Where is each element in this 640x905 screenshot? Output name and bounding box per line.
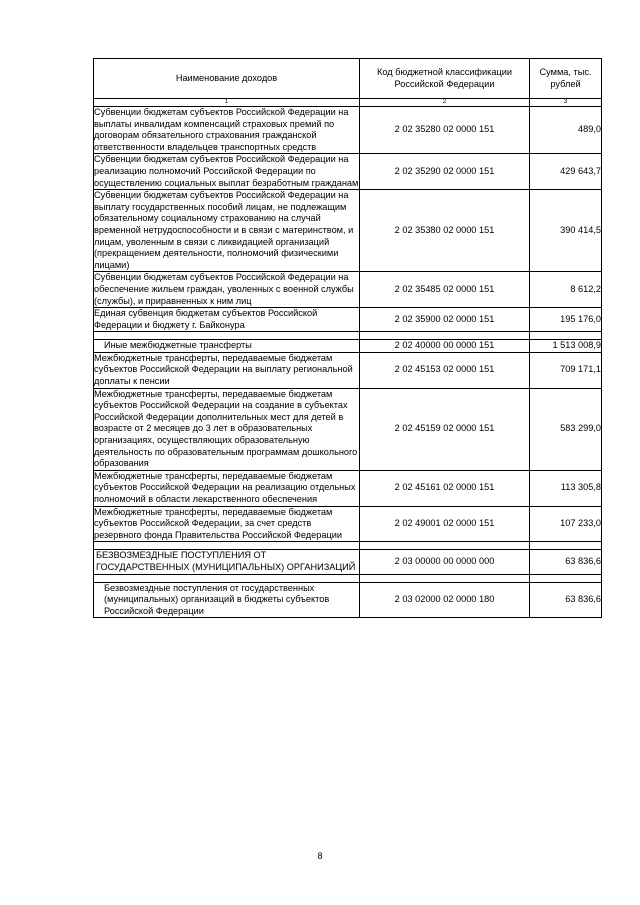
table-spacer-row <box>94 574 602 582</box>
spacer-cell <box>360 574 530 582</box>
table-row <box>94 107 602 154</box>
row-sum-cell: 63 836,6 <box>530 550 602 574</box>
spacer-cell <box>360 332 530 340</box>
row-code-cell: 2 02 35290 02 0000 151 <box>360 154 530 190</box>
row-sum-cell: 195 176,0 <box>530 308 602 332</box>
row-sum-cell: 113 305,8 <box>530 470 602 506</box>
page-number: 8 <box>317 851 323 861</box>
table-row <box>94 352 602 388</box>
table-row <box>94 308 602 332</box>
row-sum-cell: 107 233,0 <box>530 506 602 542</box>
table-spacer-row <box>94 542 602 550</box>
spacer-cell <box>94 574 360 582</box>
table-row <box>94 154 602 190</box>
table-row <box>94 506 602 542</box>
row-code-cell: 2 02 35380 02 0000 151 <box>360 190 530 272</box>
header-sum: Сумма, тыс. рублей <box>530 59 602 99</box>
column-number: 1 <box>94 99 360 107</box>
row-code-cell: 2 02 35485 02 0000 151 <box>360 272 530 308</box>
table-header-row <box>94 59 602 99</box>
column-number-row <box>94 99 602 107</box>
spacer-cell <box>94 542 360 550</box>
row-code-cell: 2 03 02000 02 0000 180 <box>360 582 530 618</box>
row-sum-cell: 429 643,7 <box>530 154 602 190</box>
table-row <box>94 340 602 353</box>
column-number: 2 <box>360 99 530 107</box>
column-number: 3 <box>530 99 602 107</box>
spacer-cell <box>360 542 530 550</box>
spacer-cell <box>530 574 602 582</box>
table-row <box>94 388 602 470</box>
spacer-cell <box>530 332 602 340</box>
table-row <box>94 582 602 618</box>
row-sum-cell: 8 612,2 <box>530 272 602 308</box>
row-name-cell: Субвенции бюджетам субъектов Российской Федерации на выплаты инвалидам компенсаций страховых премий по договорам обязательного страхования гражданской ответственности владельцев транспортных средств <box>94 107 360 154</box>
row-code-cell: 2 03 00000 00 0000 000 <box>360 550 530 574</box>
row-code-cell: 2 02 35280 02 0000 151 <box>360 107 530 154</box>
row-name-cell: Субвенции бюджетам субъектов Российской Федерации на выплату государственных пособий лицам, не подлежащим обязательному социальному страхованию на случай временной нетрудоспособности и в связи с материнством, и лицам, уволенным в связи с ликвидацией организаций (прекращением деятельности, полномочий физическими лицами) <box>94 190 360 272</box>
row-code-cell: 2 02 45161 02 0000 151 <box>360 470 530 506</box>
table-spacer-row <box>94 332 602 340</box>
revenue-table <box>93 58 602 618</box>
row-code-cell: 2 02 40000 00 0000 151 <box>360 340 530 353</box>
row-name-cell: Субвенции бюджетам субъектов Российской Федерации на реализацию полномочий Российской Федерации по осуществлению социальных выплат безработным гражданам <box>94 154 360 190</box>
row-sum-cell: 1 513 008,9 <box>530 340 602 353</box>
row-name-cell: Иные межбюджетные трансферты <box>94 340 360 353</box>
table-row <box>94 190 602 272</box>
row-name-cell: Межбюджетные трансферты, передаваемые бюджетам субъектов Российской Федерации на создание в субъектах Российской Федерации дополнительных мест для детей в возрасте от 2 месяцев до 3 лет в образовательных организациях, осуществляющих образовательную деятельность по образовательным программам дошкольного образования <box>94 388 360 470</box>
row-code-cell: 2 02 45159 02 0000 151 <box>360 388 530 470</box>
row-name-cell: Безвозмездные поступления от государственных (муниципальных) организаций в бюджеты субъектов Российской Федерации <box>94 582 360 618</box>
row-sum-cell: 583 299,0 <box>530 388 602 470</box>
row-name-cell: Субвенции бюджетам субъектов Российской Федерации на обеспечение жильем граждан, уволенных с военной службы (службы), и приравненных к ним лиц <box>94 272 360 308</box>
row-code-cell: 2 02 49001 02 0000 151 <box>360 506 530 542</box>
spacer-cell <box>94 332 360 340</box>
row-sum-cell: 489,0 <box>530 107 602 154</box>
table-row <box>94 272 602 308</box>
row-sum-cell: 63 836,6 <box>530 582 602 618</box>
table-row <box>94 470 602 506</box>
row-code-cell: 2 02 45153 02 0000 151 <box>360 352 530 388</box>
table-row <box>94 550 602 574</box>
header-code: Код бюджетной классификации Российской Федерации <box>360 59 530 99</box>
row-name-cell: Единая субвенция бюджетам субъектов Российской Федерации и бюджету г. Байконура <box>94 308 360 332</box>
row-sum-cell: 390 414,5 <box>530 190 602 272</box>
row-name-cell: Межбюджетные трансферты, передаваемые бюджетам субъектов Российской Федерации, за счет средств резервного фонда Правительства Российской Федерации <box>94 506 360 542</box>
row-name-cell: Межбюджетные трансферты, передаваемые бюджетам субъектов Российской Федерации на выплату региональной доплаты к пенсии <box>94 352 360 388</box>
row-name-cell: Межбюджетные трансферты, передаваемые бюджетам субъектов Российской Федерации на реализацию отдельных полномочий в области лекарственного обеспечения <box>94 470 360 506</box>
table-body <box>94 107 602 618</box>
row-sum-cell: 709 171,1 <box>530 352 602 388</box>
header-name: Наименование доходов <box>94 59 360 99</box>
row-name-cell: БЕЗВОЗМЕЗДНЫЕ ПОСТУПЛЕНИЯ ОТ ГОСУДАРСТВЕННЫХ (МУНИЦИПАЛЬНЫХ) ОРГАНИЗАЦИЙ <box>94 550 360 574</box>
row-code-cell: 2 02 35900 02 0000 151 <box>360 308 530 332</box>
spacer-cell <box>530 542 602 550</box>
